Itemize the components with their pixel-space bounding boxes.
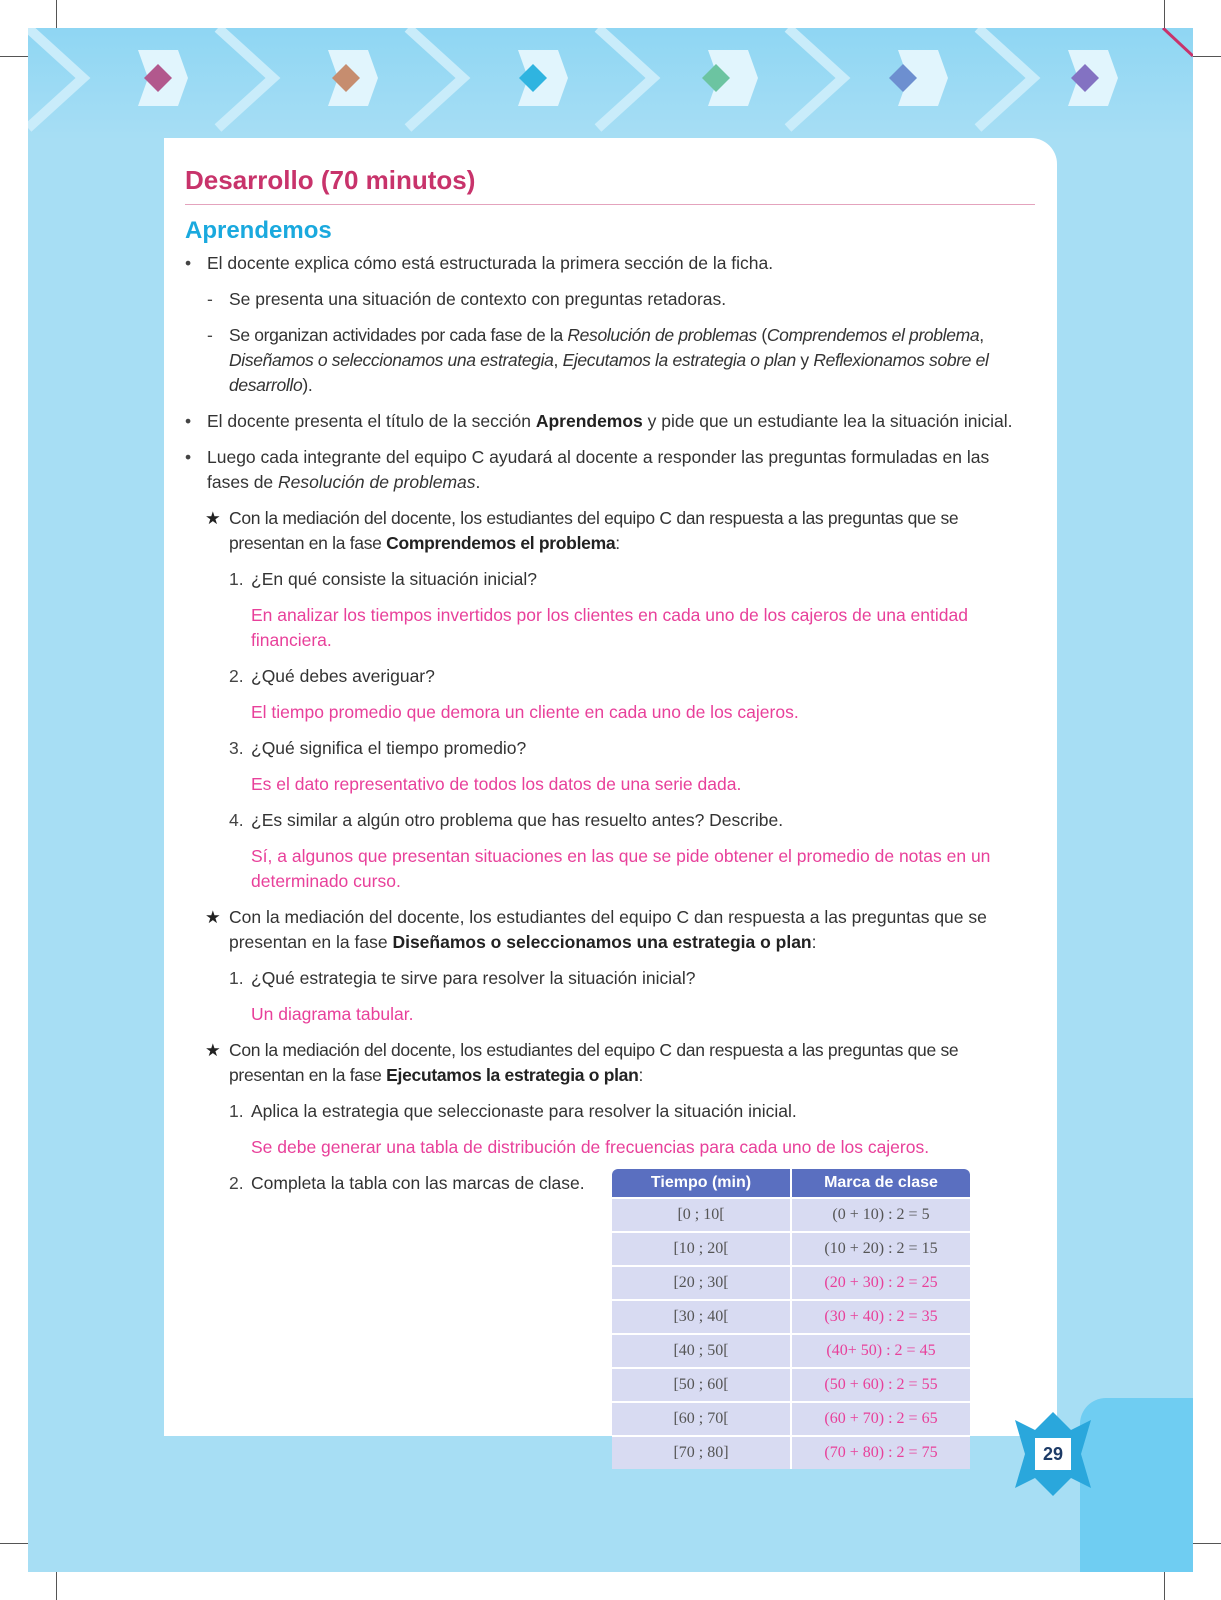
- question-item: 1. ¿En qué consiste la situación inicial?: [229, 569, 537, 589]
- question-item: 1. Aplica la estrategia que seleccionaste para resolver la situación inicial.: [229, 1101, 797, 1121]
- class-mark-cell: (20 + 30) : 2 = 25: [791, 1266, 970, 1300]
- table-row: [612, 1368, 970, 1402]
- crop-mark: [1193, 56, 1221, 57]
- answer-text: Sí, a algunos que presentan situaciones en las que se pide obtener el promedio de notas en un determinado curso.: [251, 846, 991, 891]
- interval-cell: [60 ; 70[: [612, 1402, 791, 1436]
- interval-cell: [20 ; 30[: [612, 1266, 791, 1300]
- bullet-item: • El docente presenta el título de la sección Aprendemos y pide que un estudiante lea la situación inicial.: [185, 409, 1035, 434]
- answer-text: El tiempo promedio que demora un cliente en cada uno de los cajeros.: [251, 702, 799, 722]
- crop-mark: [1193, 1543, 1221, 1544]
- table-row: [612, 1198, 970, 1232]
- crop-mark: [0, 56, 28, 57]
- table-header-row: [612, 1169, 970, 1198]
- question-item: 3. ¿Qué significa el tiempo promedio?: [229, 738, 527, 758]
- table-row: [612, 1334, 970, 1368]
- interval-cell: [0 ; 10[: [612, 1198, 791, 1232]
- bullet-icon: •: [185, 411, 192, 431]
- subsection-title: Aprendemos: [185, 217, 332, 244]
- question-item: 4. ¿Es similar a algún otro problema que has resuelto antes? Describe.: [229, 810, 784, 830]
- star-item: ★ Con la mediación del docente, los estudiantes del equipo C dan respuesta a las preguntas que se presentan en la fase Comprendemos el problema:: [205, 508, 959, 553]
- answer-text: Se debe generar una tabla de distribución de frecuencias para cada uno de los cajeros.: [251, 1137, 930, 1157]
- section-title: Desarrollo (70 minutos): [185, 160, 1035, 205]
- question-item: 1. ¿Qué estrategia te sirve para resolver la situación inicial?: [229, 968, 696, 988]
- lesson-content: [185, 160, 1035, 1471]
- question-item: 2. ¿Qué debes averiguar?: [229, 666, 435, 686]
- table-header-cell: Tiempo (min): [612, 1169, 791, 1198]
- answer-text: En analizar los tiempos invertidos por los clientes en cada uno de los cajeros de una entidad financiera.: [251, 605, 968, 650]
- crop-mark: [0, 1543, 28, 1544]
- crop-mark: [56, 0, 57, 28]
- dash-item: - Se presenta una situación de contexto con preguntas retadoras.: [185, 287, 1035, 312]
- bullet-item: • El docente explica cómo está estructurada la primera sección de la ficha.: [185, 251, 1035, 276]
- star-icon: ★: [205, 508, 221, 528]
- bullet-icon: •: [185, 253, 192, 273]
- page-number: 29: [1042, 1444, 1064, 1464]
- class-mark-cell: (60 + 70) : 2 = 65: [791, 1402, 970, 1436]
- page-corner-box: [1080, 1398, 1193, 1572]
- interval-cell: [30 ; 40[: [612, 1300, 791, 1334]
- decorative-banner: [28, 28, 1193, 140]
- crop-mark: [56, 1572, 57, 1600]
- interval-cell: [70 ; 80]: [612, 1436, 791, 1469]
- class-mark-cell: (70 + 80) : 2 = 75: [791, 1436, 970, 1469]
- star-icon: ★: [205, 907, 221, 927]
- answer-text: Es el dato representativo de todos los datos de una serie dada.: [251, 774, 742, 794]
- table-question-row: [185, 1171, 1035, 1471]
- table-row: [612, 1300, 970, 1334]
- crop-mark: [1164, 0, 1165, 28]
- star-item: ★ Con la mediación del docente, los estudiantes del equipo C dan respuesta a las preguntas que se presentan en la fase Ejecutamos la estrategia o plan:: [205, 1040, 959, 1085]
- class-mark-table: [612, 1169, 970, 1469]
- interval-cell: [10 ; 20[: [612, 1232, 791, 1266]
- dash-item: - Se organizan actividades por cada fase de la Resolución de problemas (Comprendemos el problema, Diseñamos o seleccionamos una estrategia, Ejecutamos la estrategia o plan y Reflexionamos sobre el desarrollo).: [207, 325, 989, 395]
- bullet-item: • Luego cada integrante del equipo C ayudará al docente a responder las preguntas formuladas en las fases de Resolución de problemas.: [185, 447, 990, 492]
- dash-icon: -: [207, 289, 213, 309]
- bullet-icon: •: [185, 447, 192, 467]
- interval-cell: [50 ; 60[: [612, 1368, 791, 1402]
- crop-mark: [1164, 1572, 1165, 1600]
- star-item: ★ Con la mediación del docente, los estudiantes del equipo C dan respuesta a las preguntas que se presentan en la fase Diseñamos o seleccionamos una estrategia o plan:: [205, 907, 987, 952]
- question-item: 2. Completa la tabla con las marcas de clase.: [229, 1173, 585, 1193]
- class-mark-cell: (40+ 50) : 2 = 45: [791, 1334, 970, 1368]
- answer-text: Un diagrama tabular.: [251, 1004, 414, 1024]
- table-row: [612, 1402, 970, 1436]
- dash-icon: -: [207, 325, 213, 345]
- table-row: [612, 1436, 970, 1469]
- class-mark-cell: (10 + 20) : 2 = 15: [791, 1232, 970, 1266]
- table-row: [612, 1232, 970, 1266]
- class-mark-cell: (50 + 60) : 2 = 55: [791, 1368, 970, 1402]
- table-header-cell: Marca de clase: [791, 1169, 970, 1198]
- interval-cell: [40 ; 50[: [612, 1334, 791, 1368]
- star-icon: ★: [205, 1040, 221, 1060]
- table-row: [612, 1266, 970, 1300]
- class-mark-cell: (30 + 40) : 2 = 35: [791, 1300, 970, 1334]
- class-mark-cell: (0 + 10) : 2 = 5: [791, 1198, 970, 1232]
